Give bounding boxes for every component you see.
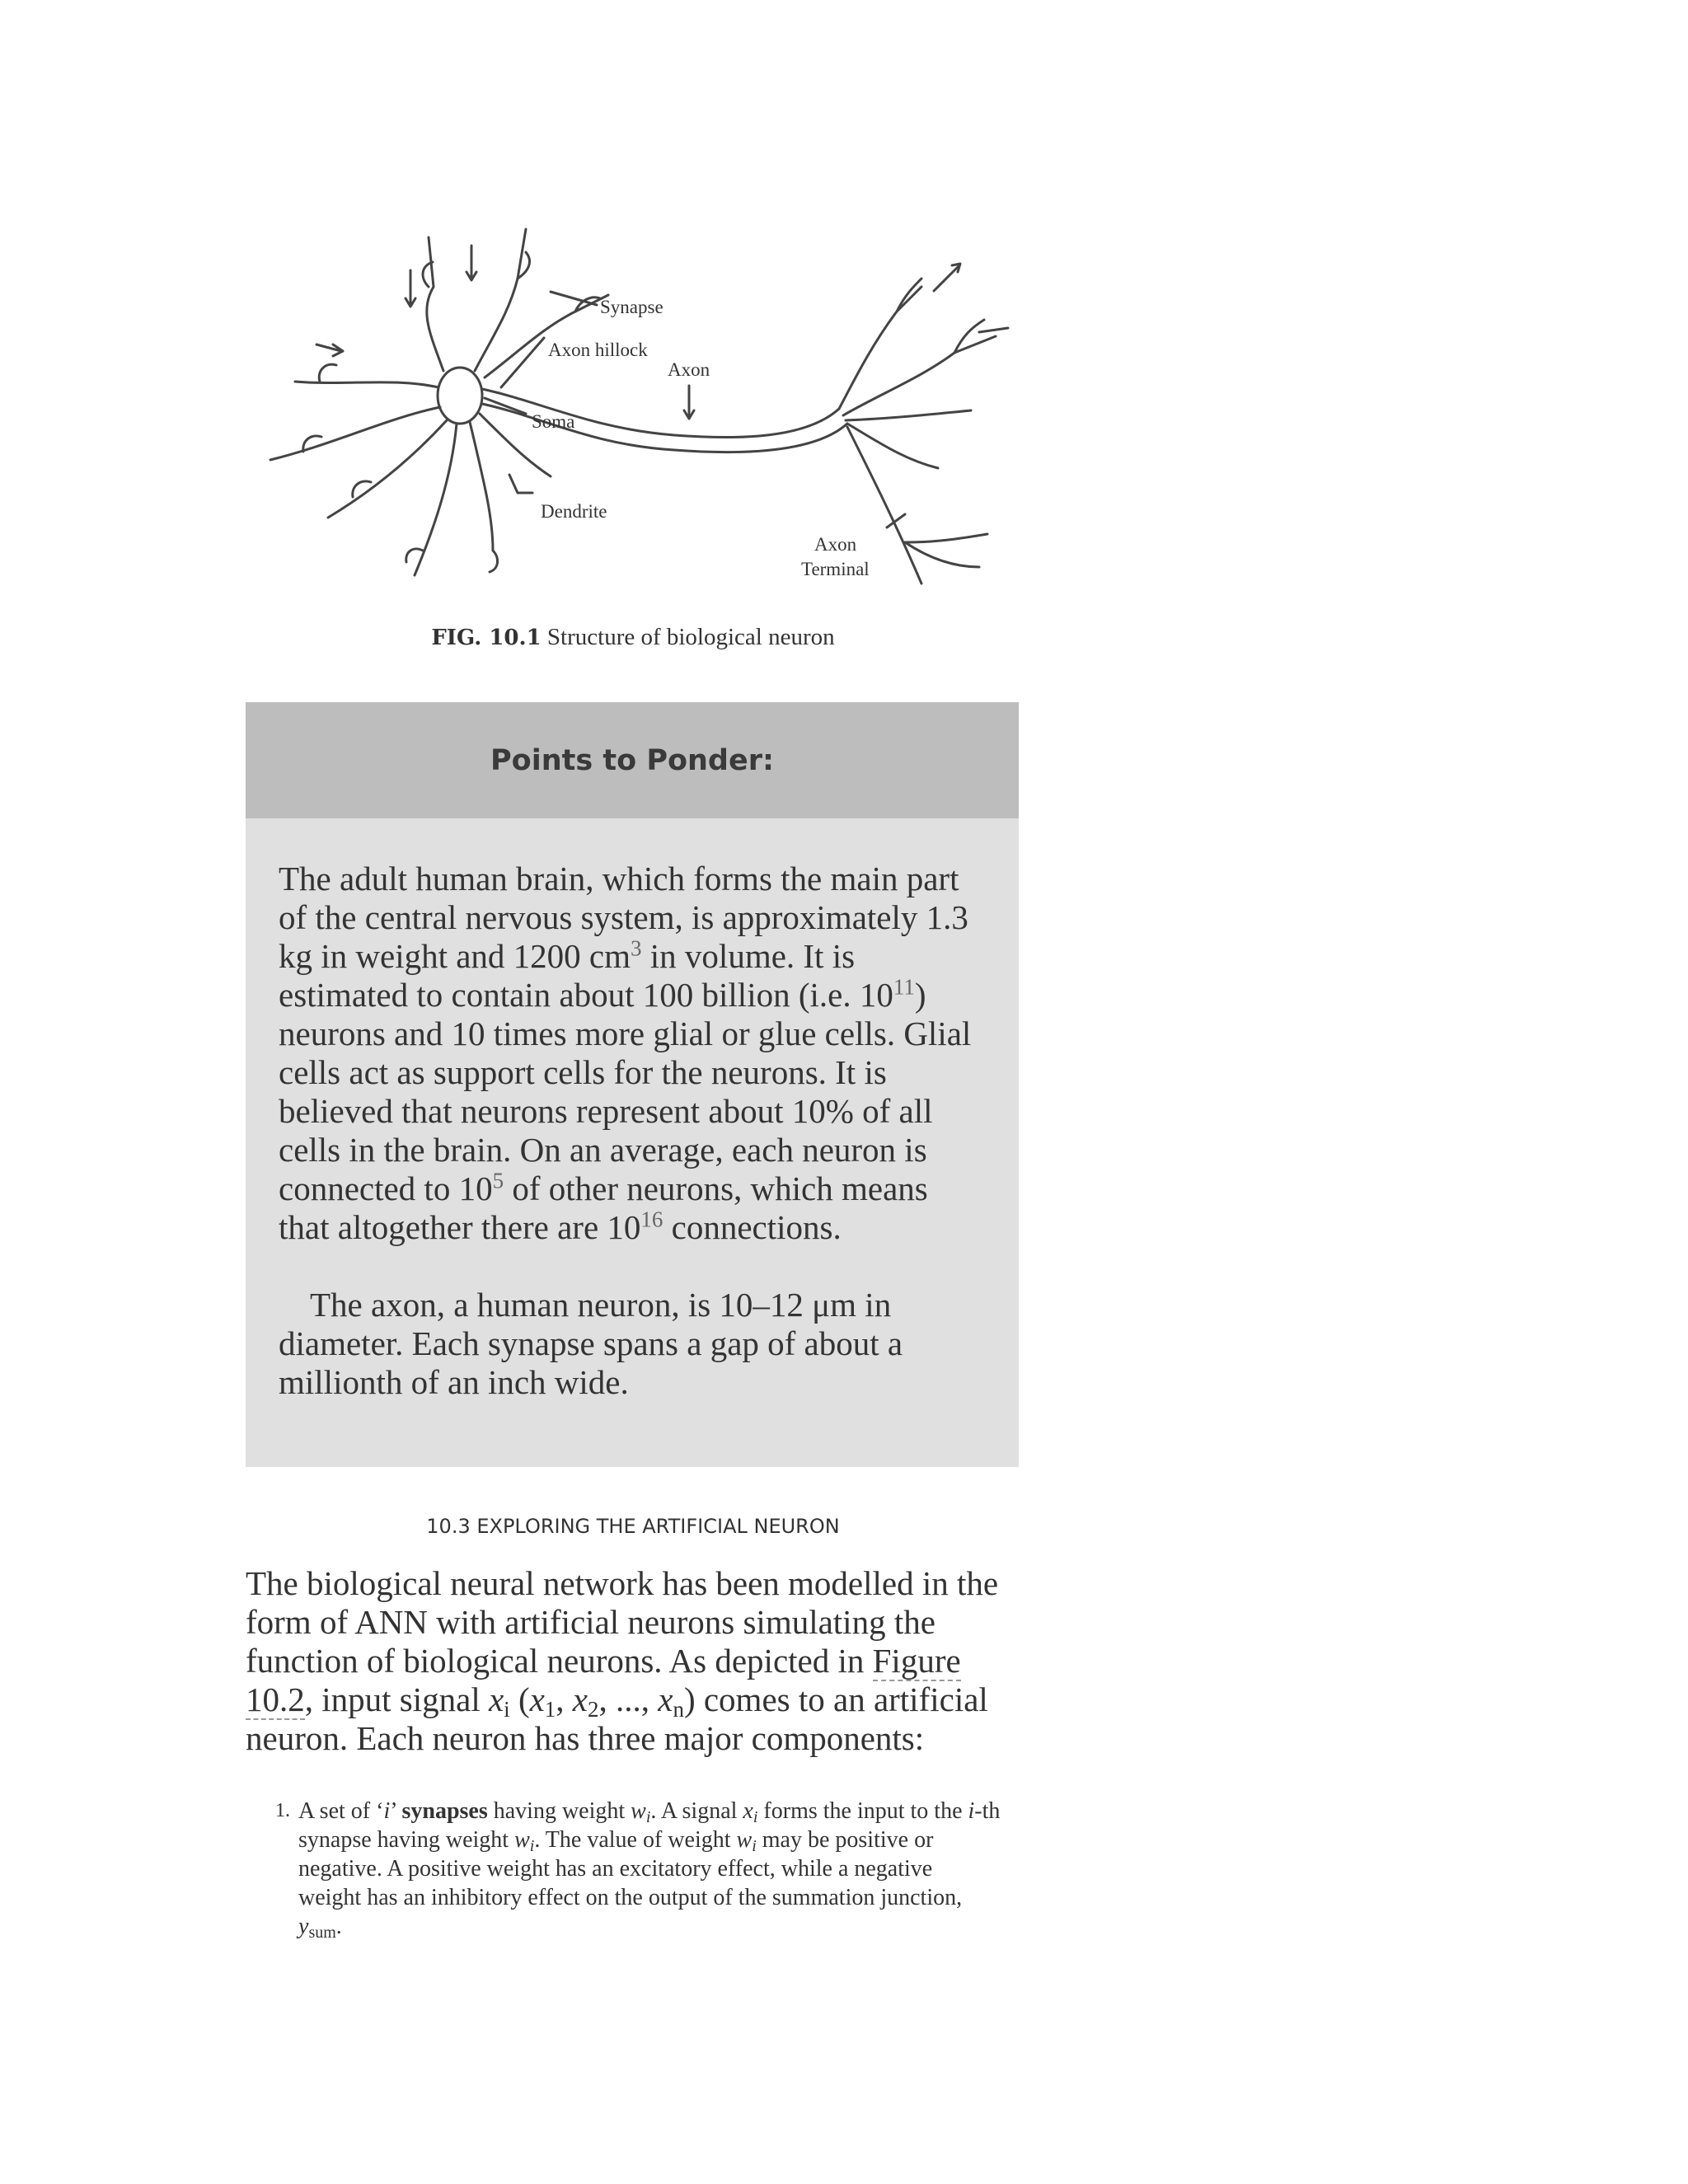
figure-caption: [246, 624, 1020, 651]
section-paragraph: [246, 1564, 1020, 1758]
list-number: 1.: [275, 1800, 290, 1821]
var-x: x: [658, 1680, 673, 1718]
var-x: x: [743, 1798, 753, 1824]
var-i: i: [968, 1798, 975, 1824]
ponder-text: in volume. It is estimated to contain about 100 billion (i.e. 10: [279, 937, 893, 1014]
ponder-paragraph-2: The axon, a human neuron, is 10–12 μm in diameter. Each synapse spans a gap of about a millionth of an inch wide.: [279, 1286, 903, 1401]
superscript: 3: [631, 935, 642, 961]
subscript: i: [529, 1837, 535, 1855]
ponder-text: The adult human brain, which forms the main part of the central nervous system, is approximately 1.3 kg in weight and 1200 cm: [279, 860, 968, 975]
subscript: i: [753, 1808, 758, 1826]
list-text: ’: [390, 1798, 402, 1824]
subscript: i: [752, 1837, 757, 1855]
term-synapses: synapses: [401, 1798, 488, 1824]
list-text: . A signal: [650, 1798, 743, 1824]
label-axon-hillock: Axon hillock: [548, 340, 648, 360]
list-text: A set of ‘: [298, 1798, 384, 1824]
subscript: n: [673, 1697, 684, 1722]
neuron-figure: [246, 213, 1024, 605]
components-list: [275, 1797, 1001, 1941]
list-text: may be positive or negative. A positive weight has an excitatory effect, while a negative weight has an inhibitory effect on the output of the summation junction,: [298, 1827, 963, 1910]
body-text: ,: [556, 1680, 573, 1718]
list-text: . The value of weight: [534, 1827, 737, 1853]
body-text: , input signal: [304, 1680, 489, 1718]
list-text: -th synapse having weight: [298, 1798, 1001, 1853]
superscript: 5: [492, 1168, 504, 1193]
body-text: ) comes to an artificial neuron. Each neuron has three major components:: [246, 1680, 988, 1757]
points-to-ponder-box: [246, 702, 1019, 1467]
ponder-text: ) neurons and 10 times more glial or glue cells. Glial cells act as support cells for the neurons. It is believed that neurons represent about 10% of all cells in the brain. On an average, each neuron is connected to 10: [279, 976, 972, 1207]
label-axon-terminal-1: Axon: [814, 534, 857, 555]
body-text: The biological neural network has been modelled in the form of ANN with artificial neurons simulating the function of biological neurons. As depicted in: [246, 1564, 999, 1680]
subscript: i: [504, 1697, 510, 1722]
var-x: x: [529, 1680, 545, 1718]
subscript: 1: [544, 1697, 556, 1722]
var-x: x: [572, 1680, 588, 1718]
superscript: 16: [640, 1207, 663, 1232]
label-axon: Axon: [668, 359, 710, 380]
ponder-text: of other neurons, which means that altogether there are 10: [279, 1169, 928, 1246]
var-w: w: [514, 1827, 530, 1853]
var-w: w: [631, 1798, 646, 1824]
figure-link[interactable]: Figure 10.2: [246, 1642, 961, 1718]
ponder-title: Points to Ponder:: [246, 702, 1019, 818]
label-synapse: Synapse: [600, 297, 663, 317]
body-text: , ...,: [598, 1680, 659, 1718]
list-item: [275, 1797, 1001, 1941]
ponder-body: [246, 818, 1019, 1402]
label-axon-terminal-2: Terminal: [801, 559, 870, 579]
var-i: i: [383, 1798, 391, 1824]
var-w: w: [736, 1827, 753, 1853]
soma-shape: [438, 368, 482, 424]
subscript: 2: [588, 1697, 599, 1722]
body-text: (: [509, 1680, 530, 1718]
var-x: x: [488, 1680, 504, 1718]
figure-number: FIG. 10.1: [431, 626, 542, 650]
subscript: sum: [308, 1924, 336, 1942]
list-text: forms the input to the: [757, 1798, 968, 1824]
superscript: 11: [893, 974, 915, 1000]
subscript: i: [645, 1808, 651, 1826]
neuron-diagram: [246, 213, 1024, 605]
figure-caption-text: Structure of biological neuron: [546, 624, 835, 650]
label-dendrite: Dendrite: [541, 501, 607, 522]
list-text: having weight: [487, 1798, 631, 1824]
var-y: y: [298, 1914, 309, 1939]
label-soma: Soma: [532, 411, 575, 432]
section-heading: 10.3 EXPLORING THE ARTIFICIAL NEURON: [426, 1515, 840, 1538]
ponder-paragraph-1: [279, 818, 986, 1247]
ponder-text: connections.: [663, 1208, 842, 1246]
list-text: .: [335, 1914, 342, 1939]
